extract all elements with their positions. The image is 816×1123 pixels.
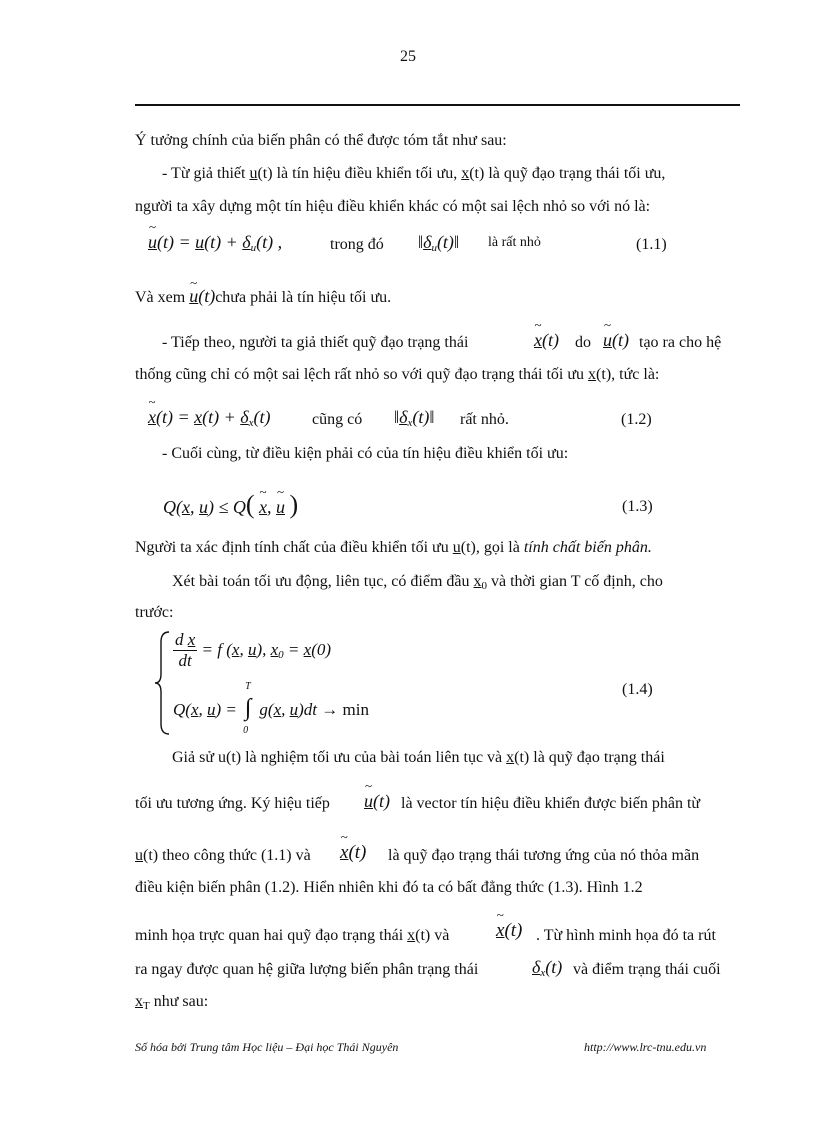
paragraph-word: do <box>575 334 591 351</box>
paragraph-line: thống cũng chỉ có một sai lệch rất nhỏ so với quỹ đạo trạng thái tối ưu x(t), tức là: <box>135 366 660 383</box>
equation-1-1-note: là rất nhỏ <box>488 235 541 250</box>
paragraph-line: $x_T$ như sau: <box>135 993 209 1012</box>
paragraph-line: tối ưu tương ứng. Ký hiệu tiếp <box>135 795 330 812</box>
paragraph-line: Và xem ~ u(t)chưa phải là tín hiệu tối ưu. <box>135 286 391 308</box>
paragraph-line: Giả sử u(t) là nghiệm tối ưu của bài toán liên tục và x(t) là quỹ đạo trạng thái <box>172 749 665 766</box>
page-number: 25 <box>400 48 416 65</box>
paragraph-line: . Từ hình minh họa đó ta rút <box>536 927 716 944</box>
equation-1-3: Q(x, u) ≤ Q( ~ x, ~ u ) <box>163 490 298 520</box>
paragraph-line: ra ngay được quan hệ giữa lượng biến phân trạng thái <box>135 961 479 978</box>
math-x-tilde: ~ x(t) <box>340 842 366 864</box>
equation-1-1: ~ $u(t) = u(t) + \delta_u(t)$ , <box>148 232 282 254</box>
equation-1-4-line2: Q(x, u) = T ∫ 0 g(x, u)dt → min <box>173 681 369 736</box>
paragraph-line: tạo ra cho hệ <box>639 334 722 351</box>
equation-1-2-text: cũng có <box>312 411 363 428</box>
paragraph-line: là quỹ đạo trạng thái tương ứng của nó thỏa mãn <box>388 847 700 864</box>
math-x-tilde: ~ x(t) <box>534 330 559 351</box>
paragraph-line: và điểm trạng thái cuối <box>573 961 721 978</box>
paragraph-intro: Ý tưởng chính của biến phân có thể được tóm tắt như sau: <box>135 132 507 149</box>
equation-1-4-brace <box>152 630 172 741</box>
math-u-tilde: ~ u(t) <box>603 330 629 351</box>
footer-source: Số hóa bởi Trung tâm Học liệu – Đại học Thái Nguyên <box>135 1040 399 1054</box>
paragraph-line: Xét bài toán tối ưu động, liên tục, có điểm đầu $x_0$ và thời gian T cố định, cho <box>172 573 663 592</box>
equation-1-2-note: rất nhỏ. <box>460 411 509 428</box>
paragraph-line: Người ta xác định tính chất của điều khiển tối ưu u(t), gọi là tính chất biến phân. <box>135 539 652 556</box>
paragraph-line: - Tiếp theo, người ta giả thiết quỹ đạo trạng thái <box>162 334 469 351</box>
paragraph-line: là vector tín hiệu điều khiển được biến phân từ <box>401 795 701 812</box>
equation-number: (1.2) <box>621 411 652 428</box>
equation-number: (1.4) <box>622 681 653 698</box>
equation-1-2: ~ $x(t) = x(t) + \delta_x(t)$ <box>148 407 271 429</box>
paragraph-line: trước: <box>135 604 174 621</box>
math-u-tilde: ~ u(t) <box>364 791 390 812</box>
equation-1-1-norm: $‖\delta_u(t)‖$ <box>418 232 459 254</box>
equation-1-1-text: trong đó <box>330 236 384 253</box>
equation-1-4-line1: $\frac{\text{d x}}{dt}$ = f (x, u), $x_0 = x(0)$ <box>175 630 332 670</box>
paragraph-line: người ta xây dựng một tín hiệu điều khiển khác có một sai lệch nhỏ so với nó là: <box>135 198 651 215</box>
paragraph-line: - Cuối cùng, từ điều kiện phải có của tín hiệu điều khiển tối ưu: <box>162 445 569 462</box>
equation-1-2-norm: $‖\delta_x(t)‖$ <box>394 407 435 429</box>
paragraph-line: minh họa trực quan hai quỹ đạo trạng thái x(t) và <box>135 927 450 944</box>
header-rule <box>135 104 740 106</box>
footer-url[interactable]: http://www.lrc-tnu.edu.vn <box>584 1040 707 1054</box>
math-x-tilde: ~ x(t) <box>496 920 522 942</box>
paragraph-line: điều kiện biến phân (1.2). Hiển nhiên khi đó ta có bất đẳng thức (1.3). Hình 1.2 <box>135 879 643 896</box>
equation-number: (1.1) <box>636 236 667 253</box>
paragraph-line: - Từ giả thiết u(t) là tín hiệu điều khiển tối ưu, x(t) là quỹ đạo trạng thái tối ưu, <box>162 165 666 182</box>
paragraph-line: u(t) theo công thức (1.1) và <box>135 847 311 864</box>
equation-number: (1.3) <box>622 498 653 515</box>
math-delta-x: $\delta_x(t)$ <box>532 957 563 979</box>
